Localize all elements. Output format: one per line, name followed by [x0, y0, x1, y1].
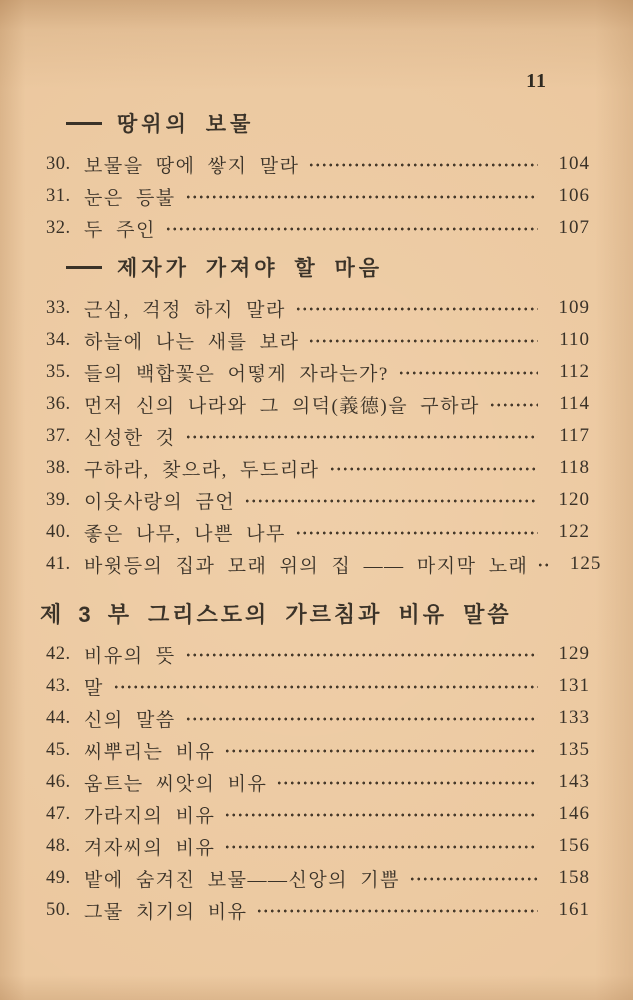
- toc-entry: [46, 548, 602, 580]
- dot-leader-icon: [329, 459, 538, 479]
- entry-title: 씨뿌리는 비유: [84, 741, 216, 763]
- entry-page: 143: [558, 771, 590, 792]
- entry-number: 37.: [46, 425, 71, 446]
- entry-title: 말: [84, 677, 104, 699]
- entry-number: 39.: [46, 489, 71, 510]
- page-number: 11: [526, 70, 547, 92]
- entry-number: 36.: [46, 393, 71, 414]
- dot-leader-icon: [224, 805, 538, 825]
- entry-title: 두 주인: [84, 219, 156, 241]
- entry-page: 131: [558, 675, 590, 696]
- dot-leader-icon: [165, 219, 538, 239]
- section-title: 땅위의 보물: [117, 113, 255, 136]
- entry-number: 30.: [46, 153, 71, 174]
- toc-entry: [46, 388, 590, 420]
- dot-leader-icon: [409, 869, 538, 889]
- toc-entry: [46, 356, 590, 388]
- entry-page: 125: [569, 553, 602, 574]
- dot-leader-icon: [295, 299, 538, 319]
- entry-title: 움트는 씨앗의 비유: [84, 773, 268, 795]
- entry-page: 156: [558, 835, 590, 856]
- entry-number: 42.: [46, 643, 71, 664]
- toc-entry: [46, 862, 590, 894]
- entry-number: 49.: [46, 867, 71, 888]
- table-of-contents: [40, 108, 602, 926]
- section-heading: [66, 252, 590, 282]
- entry-number: 48.: [46, 835, 71, 856]
- dot-leader-icon: [398, 363, 538, 383]
- entry-title: 그물 치기의 비유: [84, 901, 248, 923]
- dot-leader-icon: [185, 645, 538, 665]
- entry-page: 109: [558, 297, 590, 318]
- dot-leader-icon: [224, 741, 538, 761]
- entry-title: 신성한 것: [84, 427, 176, 449]
- entry-title: 바윗등의 집과 모래 위의 집 —— 마지막 노래: [84, 555, 529, 577]
- entry-title: 들의 백합꽃은 어떻게 자라는가?: [84, 363, 389, 385]
- toc-entry: [46, 894, 590, 926]
- entry-page: 161: [558, 899, 590, 920]
- entry-page: 117: [559, 425, 590, 446]
- entry-number: 50.: [46, 899, 71, 920]
- entry-title: 신의 말씀: [84, 709, 176, 731]
- entry-page: 120: [558, 489, 590, 510]
- toc-entry: [46, 516, 590, 548]
- dot-leader-icon: [489, 395, 538, 415]
- entry-page: 122: [558, 521, 590, 542]
- entry-number: 31.: [46, 185, 71, 206]
- dot-leader-icon: [276, 773, 538, 793]
- entry-page: 104: [558, 153, 590, 174]
- entry-title: 먼저 신의 나라와 그 의덕(義德)을 구하라: [84, 395, 480, 417]
- entry-number: 44.: [46, 707, 71, 728]
- dot-leader-icon: [185, 709, 538, 729]
- toc-entry: [46, 420, 590, 452]
- entry-title: 좋은 나무, 나쁜 나무: [84, 523, 286, 545]
- entry-number: 32.: [46, 217, 71, 238]
- entry-page: 112: [559, 361, 590, 382]
- section-dash-icon: [66, 266, 102, 269]
- toc-entry: [46, 292, 590, 324]
- dot-leader-icon: [295, 523, 538, 543]
- entry-page: 129: [558, 643, 590, 664]
- section-dash-icon: [66, 122, 102, 125]
- entry-page: 146: [558, 803, 590, 824]
- entry-title: 밭에 숨겨진 보물——신앙의 기쁨: [84, 869, 400, 891]
- entry-number: 33.: [46, 297, 71, 318]
- dot-leader-icon: [256, 901, 538, 921]
- entry-number: 34.: [46, 329, 71, 350]
- toc-entry: [46, 766, 590, 798]
- entry-page: 133: [558, 707, 590, 728]
- toc-entry: [46, 830, 590, 862]
- entry-page: 135: [558, 739, 590, 760]
- dot-leader-icon: [185, 187, 538, 207]
- toc-entry: [46, 180, 590, 212]
- entry-number: 47.: [46, 803, 71, 824]
- dot-leader-icon: [308, 331, 538, 351]
- entry-page: 110: [559, 329, 590, 350]
- entry-page: 106: [558, 185, 590, 206]
- entry-title: 눈은 등불: [84, 187, 176, 209]
- toc-entry: [46, 638, 590, 670]
- entry-title: 보물을 땅에 쌓지 말라: [84, 155, 300, 177]
- entry-page: 118: [559, 457, 590, 478]
- entry-title: 가라지의 비유: [84, 805, 216, 827]
- entry-number: 45.: [46, 739, 71, 760]
- entry-page: 158: [558, 867, 590, 888]
- entry-title: 하늘에 나는 새를 보라: [84, 331, 300, 353]
- entry-number: 35.: [46, 361, 71, 382]
- dot-leader-icon: [185, 427, 538, 447]
- dot-leader-icon: [308, 155, 538, 175]
- section-title: 제자가 가져야 할 마음: [117, 257, 384, 280]
- toc-entry: [46, 212, 590, 244]
- toc-entry: [46, 148, 590, 180]
- entry-page: 114: [559, 393, 590, 414]
- entry-page: 107: [558, 217, 590, 238]
- dot-leader-icon: [537, 555, 549, 575]
- toc-entry: [46, 484, 590, 516]
- dot-leader-icon: [244, 491, 538, 511]
- entry-title: 근심, 걱정 하지 말라: [84, 299, 286, 321]
- dot-leader-icon: [113, 677, 538, 697]
- entry-number: 46.: [46, 771, 71, 792]
- dot-leader-icon: [224, 837, 538, 857]
- toc-entry: [46, 670, 590, 702]
- toc-entry: [46, 798, 590, 830]
- entry-number: 38.: [46, 457, 71, 478]
- entry-title: 구하라, 찾으라, 두드리라: [84, 459, 320, 481]
- toc-entry: [46, 702, 590, 734]
- entry-number: 43.: [46, 675, 71, 696]
- toc-entry: [46, 452, 590, 484]
- entry-title: 이웃사랑의 금언: [84, 491, 236, 513]
- entry-title: 겨자씨의 비유: [84, 837, 216, 859]
- entry-title: 비유의 뜻: [84, 645, 176, 667]
- entry-number: 41.: [46, 553, 71, 574]
- toc-entry: [46, 324, 590, 356]
- toc-entry: [46, 734, 590, 766]
- section-heading: [66, 108, 590, 138]
- part-label: 제 3 부: [40, 601, 132, 627]
- part-title: 그리스도의 가르침과 비유 말씀: [147, 601, 512, 627]
- part-heading: [40, 596, 590, 630]
- entry-number: 40.: [46, 521, 71, 542]
